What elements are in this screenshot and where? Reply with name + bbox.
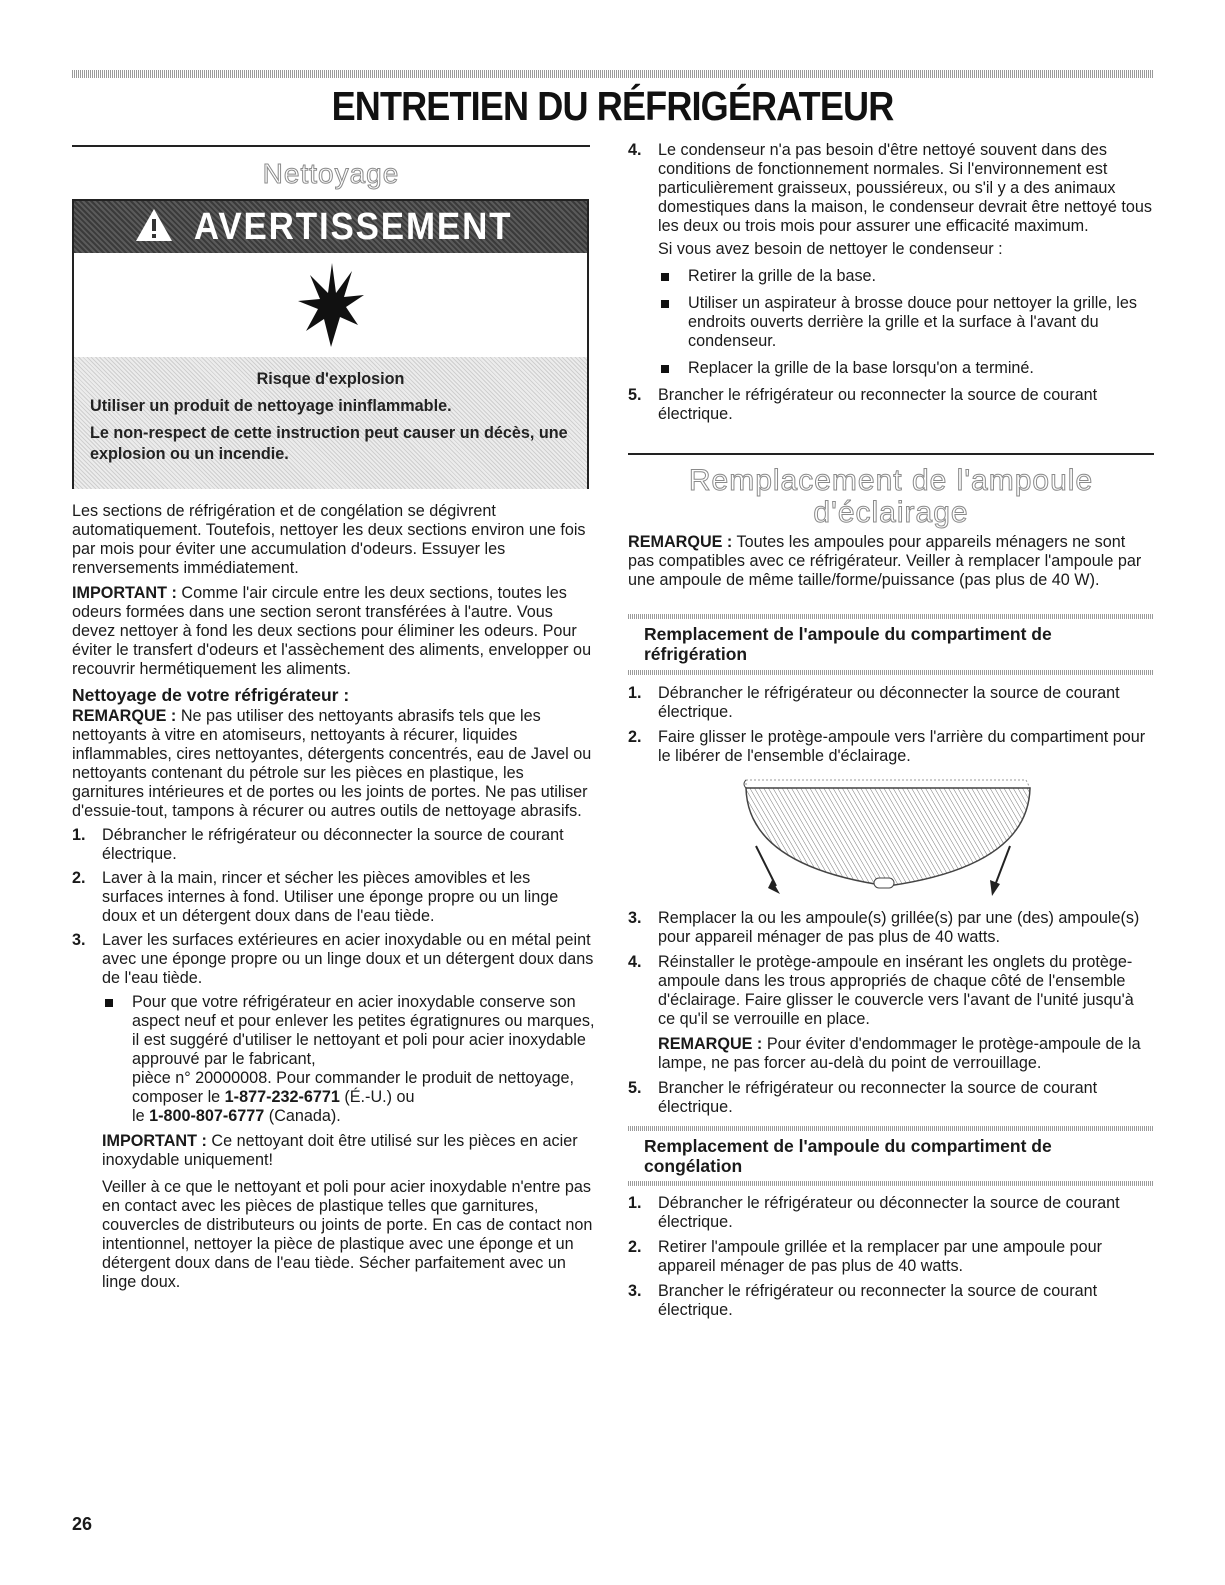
important-paragraph-2 (102, 1132, 595, 1170)
left-section-rule (72, 145, 590, 147)
list-item (628, 386, 1154, 424)
top-dotted-rule (72, 70, 1154, 78)
important-text-1: Comme l'air circule entre les deux sections, toutes les odeurs formées dans une section seront transférées à l'autre. Vous devez nettoyer à fond les deux sections pour éliminer les odeurs. Pour éviter le transfert d'odeurs et l'assèchement des aliments, envelopper ou recouvrir hermétiquement les aliments. (72, 584, 592, 678)
list-item (628, 1282, 1154, 1320)
light-cover-illustration (738, 776, 1038, 900)
list-item: Retirer la grille de la base. (658, 267, 1154, 286)
step-number: 2. (628, 728, 642, 746)
list-item (628, 141, 1154, 236)
sub2-heading: Remplacement de l'ampoule du compartiment de congélation (644, 1136, 1052, 1176)
sub1-heading-block (628, 624, 1154, 664)
step-text: Remplacer la ou les ampoule(s) grillée(s) par une (des) ampoule(s) pour appareil ménager de pas plus de 40 watts. (658, 909, 1140, 946)
sub1-steps-b (628, 909, 1154, 1117)
important-paragraph-1 (72, 584, 595, 679)
warning-line-2: Le non-respect de cette instruction peut causer un décès, une explosion ou un incendie. (90, 424, 568, 463)
bullet-text-b: pièce n° 20000008. Pour commander le produit de nettoyage, composer le (132, 1069, 575, 1106)
list-item (72, 931, 595, 988)
closing-paragraph: Veiller à ce que le nettoyant et poli pour acier inoxydable n'entre pas en contact avec les pièces de plastique telles que garnitures, couvercles de distributeurs ou joints de porte. En cas de contact non intentionnel, nettoyer la pièce de plastique avec une éponge et un détergent doux dans de l'eau tiède. Sécher parfaitement avec un linge doux. (102, 1178, 593, 1291)
bullet-text-e: (Canada). (264, 1107, 341, 1125)
step-number: 4. (628, 953, 642, 971)
sub2-steps (628, 1194, 1154, 1320)
page-number: 26 (72, 1514, 93, 1534)
list-item (72, 869, 595, 926)
list-item: Utiliser un aspirateur à brosse douce pour nettoyer la grille, les endroits ouverts derrière la grille et la surface à l'avant du condenseur. (658, 294, 1154, 351)
list-item (628, 1194, 1154, 1232)
cleaning-subheading: Nettoyage de votre réfrigérateur : (72, 685, 350, 705)
dotted-rule (628, 614, 1154, 619)
warning-banner (74, 201, 587, 253)
warning-box (72, 199, 589, 489)
warning-triangle-icon (134, 207, 174, 248)
step-text: Réinstaller le protège-ampoule en insérant les onglets du protège-ampoule dans les trous appropriés de chaque côté de l'ensemble d'éclairage. Faire glisser le couvercle vers l'avant de l'unité jusqu'à ce qu'il se verrouille en place. (658, 953, 1134, 1028)
sub1-steps (628, 684, 1154, 766)
stainless-block (72, 993, 595, 1292)
step-text: Retirer l'ampoule grillée et la remplacer par une ampoule pour appareil ménager de pas plus de 40 watts. (658, 1238, 1102, 1275)
condenser-bullets (628, 267, 1154, 378)
step-number: 5. (628, 1079, 642, 1097)
step-text: Débrancher le réfrigérateur ou déconnecter la source de courant électrique. (658, 684, 1120, 721)
note-label: REMARQUE : (628, 533, 733, 551)
left-column-text (72, 502, 595, 1292)
step-number: 3. (628, 909, 642, 927)
bullet-text-a: Pour que votre réfrigérateur en acier inoxydable conserve son aspect neuf et pour enlever les petites égratignures ou marques, il est suggéré d'utiliser le nettoyant et poli pour acier inoxydable approuvé par le fabricant, (132, 993, 595, 1068)
note-label: REMARQUE : (658, 1035, 763, 1053)
warning-graphic (74, 253, 587, 359)
note-text: Ne pas utiliser des nettoyants abrasifs tels que les nettoyants à vitre en atomiseurs, nettoyants à récurer, liquides inflammables, cires nettoyantes, détergents concentrés, eau de Javel ou nettoyants contenant du pétrole sur les pièces en plastique, les garnitures intérieures et de portes ou les joints de portes. Ne pas utiliser d'essuie-tout, tampons à récurer ou autres outils de nettoyage abrasifs. (72, 707, 592, 820)
step-text: Brancher le réfrigérateur ou reconnecter la source de courant électrique. (658, 1282, 1098, 1319)
list-item (72, 826, 595, 864)
step-number: 5. (628, 386, 642, 404)
condenser-intro: Si vous avez besoin de nettoyer le condenseur : (658, 240, 1003, 258)
section-heading-nettoyage: Nettoyage (262, 158, 400, 189)
section-heading-bulb: Remplacement de l'ampoule d'éclairage (688, 464, 1094, 529)
list-item (628, 728, 1154, 766)
sub2-heading-block (628, 1136, 1154, 1176)
explosion-icon (296, 261, 366, 349)
dotted-rule (628, 670, 1154, 675)
page-title: ENTRETIEN DU RÉFRIGÉRATEUR (331, 83, 894, 129)
step-number: 1. (628, 1194, 642, 1212)
step-text: Faire glisser le protège-ampoule vers l'arrière du compartiment pour le libérer de l'ensemble d'éclairage. (658, 728, 1146, 765)
step-text: Brancher le réfrigérateur ou reconnecter la source de courant électrique. (658, 386, 1098, 423)
warning-banner-label: AVERTISSEMENT (194, 205, 513, 248)
dotted-rule (628, 1126, 1154, 1131)
bulb-note-block (628, 533, 1154, 590)
step-text: Le condenseur n'a pas besoin d'être nettoyé souvent dans des conditions de fonctionnement normales. Si l'environnement est particulièrement graisseux, poussiéreux, ou s'il y a des animaux domestiques dans la maison, le condenseur devrait être nettoyé tous les deux ou trois mois pour assurer une efficacité maximum. (658, 141, 1153, 235)
list-item (628, 1238, 1154, 1276)
dotted-rule (628, 1181, 1154, 1186)
step-text: Débrancher le réfrigérateur ou déconnecter la source de courant électrique. (658, 1194, 1120, 1231)
list-item (628, 684, 1154, 722)
phone-us: 1-877-232-6771 (224, 1088, 340, 1106)
bullet-text-c: (É.-U.) ou (339, 1088, 415, 1106)
step-number: 3. (628, 1282, 642, 1300)
step-text: Débrancher le réfrigérateur ou déconnecter la source de courant électrique. (102, 826, 564, 863)
step-text: Laver les surfaces extérieures en acier inoxydable ou en métal peint avec une éponge propre ou un linge doux et un détergent doux dans de l'eau tiède. (102, 931, 594, 987)
warning-body (74, 357, 587, 489)
sub1-heading: Remplacement de l'ampoule du compartiment de réfrigération (644, 624, 1052, 664)
step-number: 3. (72, 931, 86, 949)
note-text: Pour éviter d'endommager le protège-ampoule de la lampe, ne pas forcer au-delà du point de verrouillage. (658, 1035, 1141, 1072)
cleaning-steps (72, 826, 595, 988)
bullet-text-d: le (132, 1107, 150, 1125)
cleaning-note (72, 707, 595, 821)
bulb-note (628, 533, 1154, 590)
warning-line-1: Utiliser un produit de nettoyage ininflammable. (90, 397, 452, 415)
stainless-bullet (102, 993, 595, 1126)
step-number: 1. (72, 826, 86, 844)
intro-paragraph: Les sections de réfrigération et de congélation se dégivrent automatiquement. Toutefois, nettoyer les deux sections environ une fois par mois pour éviter une accumulation d'odeurs. Essuyer les renversements immédiatement. (72, 502, 586, 577)
step-number: 1. (628, 684, 642, 702)
sub1-note (628, 1035, 1154, 1073)
note-text: Toutes les ampoules pour appareils ménagers ne sont pas compatibles avec ce réfrigérateur. Veiller à remplacer l'ampoule par une ampoule de même taille/forme/puissance (pas plus de 40 W). (628, 533, 1142, 589)
note-label: REMARQUE : (72, 707, 177, 725)
warning-risk: Risque d'explosion (256, 370, 405, 388)
important-label-1: IMPORTANT : (72, 584, 177, 602)
step-text: Laver à la main, rincer et sécher les pièces amovibles et les surfaces internes à fond. Utiliser une éponge propre ou un linge doux et un détergent doux dans de l'eau tiède. (102, 869, 559, 925)
right-section-rule (628, 453, 1154, 455)
list-item (628, 953, 1154, 1029)
step-number: 4. (628, 141, 642, 159)
right-column-top (628, 141, 1154, 424)
important-label-2: IMPORTANT : (102, 1132, 207, 1150)
step-number: 2. (628, 1238, 642, 1256)
phone-ca: 1-800-807-6777 (149, 1107, 265, 1125)
list-item: Replacer la grille de la base lorsqu'on a terminé. (658, 359, 1154, 378)
important-text-2: Ce nettoyant doit être utilisé sur les pièces en acier inoxydable uniquement! (102, 1132, 578, 1169)
step-text: Brancher le réfrigérateur ou reconnecter la source de courant électrique. (658, 1079, 1098, 1116)
step-number: 2. (72, 869, 86, 887)
list-item (628, 909, 1154, 947)
list-item (628, 1079, 1154, 1117)
